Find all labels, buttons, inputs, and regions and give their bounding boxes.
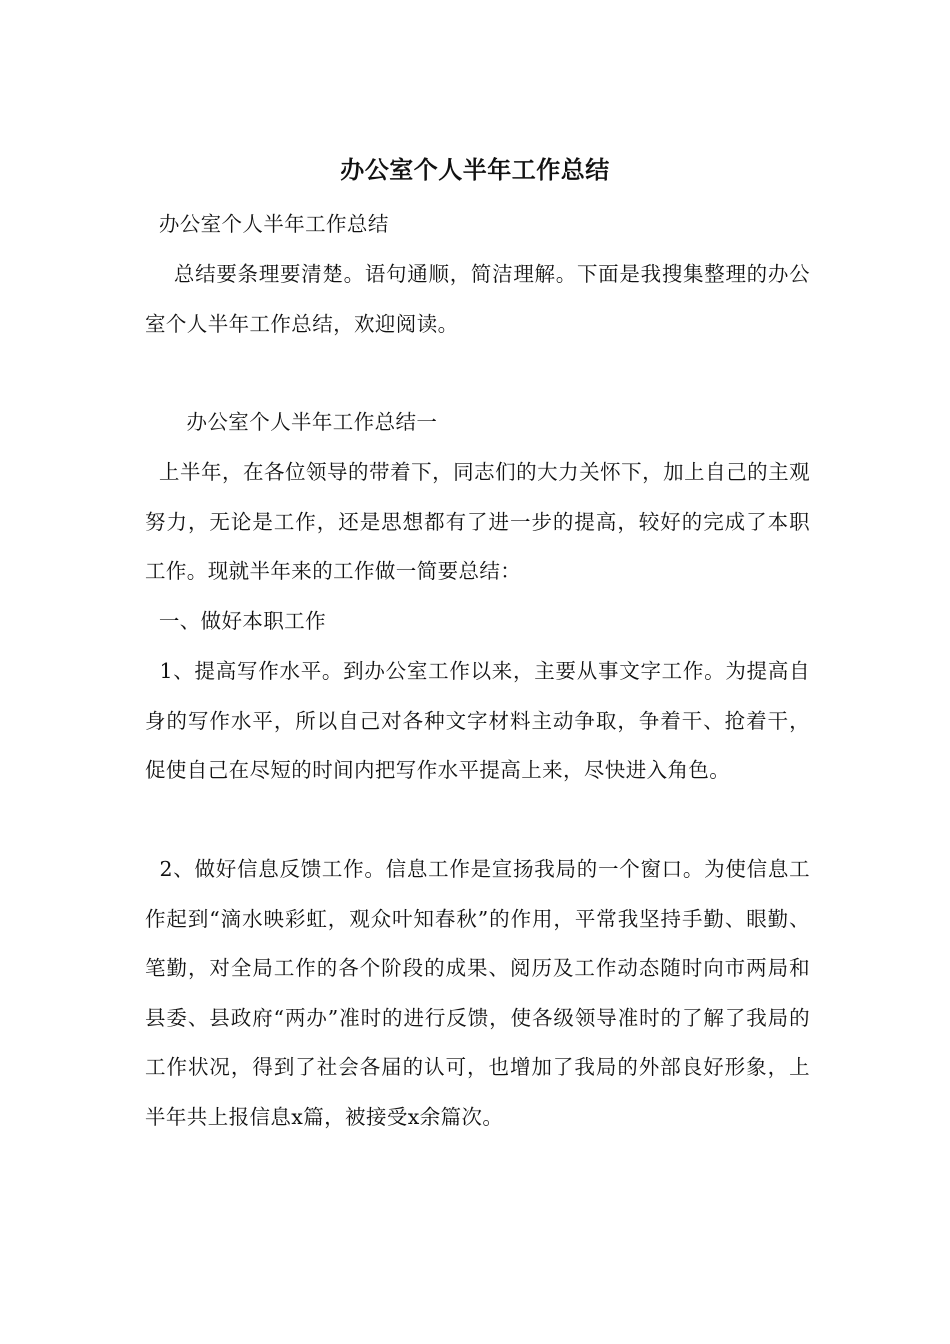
paragraph-information-feedback: 2、做好信息反馈工作。信息工作是宣扬我局的一个窗口。为使信息工作起到“滴水映彩虹，观众叶知春秋”的作用，平常我坚持手勤、眼勤、笔勤，对全局工作的各个阶段的成果、阅历及工作动态随时向市两局和县委、县政府“两办”准时的进行反馈，使各级领导准时的了解了我局的工作状况，得到了社会各届的认可，也增加了我局的外部良好形象，上半年共上报信息x篇，被接受x余篇次。 — [145, 857, 810, 1129]
intro-paragraph: 总结要条理要清楚。语句通顺，简洁理解。下面是我搜集整理的办公室个人半年工作总结，欢迎阅读。 — [145, 262, 810, 336]
item-heading: 一、做好本职工作 — [145, 609, 327, 633]
document-subtitle: 办公室个人半年工作总结 — [145, 212, 389, 236]
paragraph-writing-level: 1、提高写作水平。到办公室工作以来，主要从事文字工作。为提高自身的写作水平，所以自己对各种文字材料主动争取，争着干、抢着干，促使自己在尽短的时间内把写作水平提高上来，尽快进入角色。 — [145, 659, 810, 782]
paragraph-first-half-year: 上半年，在各位领导的带着下，同志们的大力关怀下，加上自己的主观努力，无论是工作，还是思想都有了进一步的提高，较好的完成了本职工作。现就半年来的工作做一简要总结： — [145, 460, 810, 583]
document-title: 办公室个人半年工作总结 — [340, 155, 610, 184]
section-heading: 办公室个人半年工作总结一 — [145, 410, 438, 434]
